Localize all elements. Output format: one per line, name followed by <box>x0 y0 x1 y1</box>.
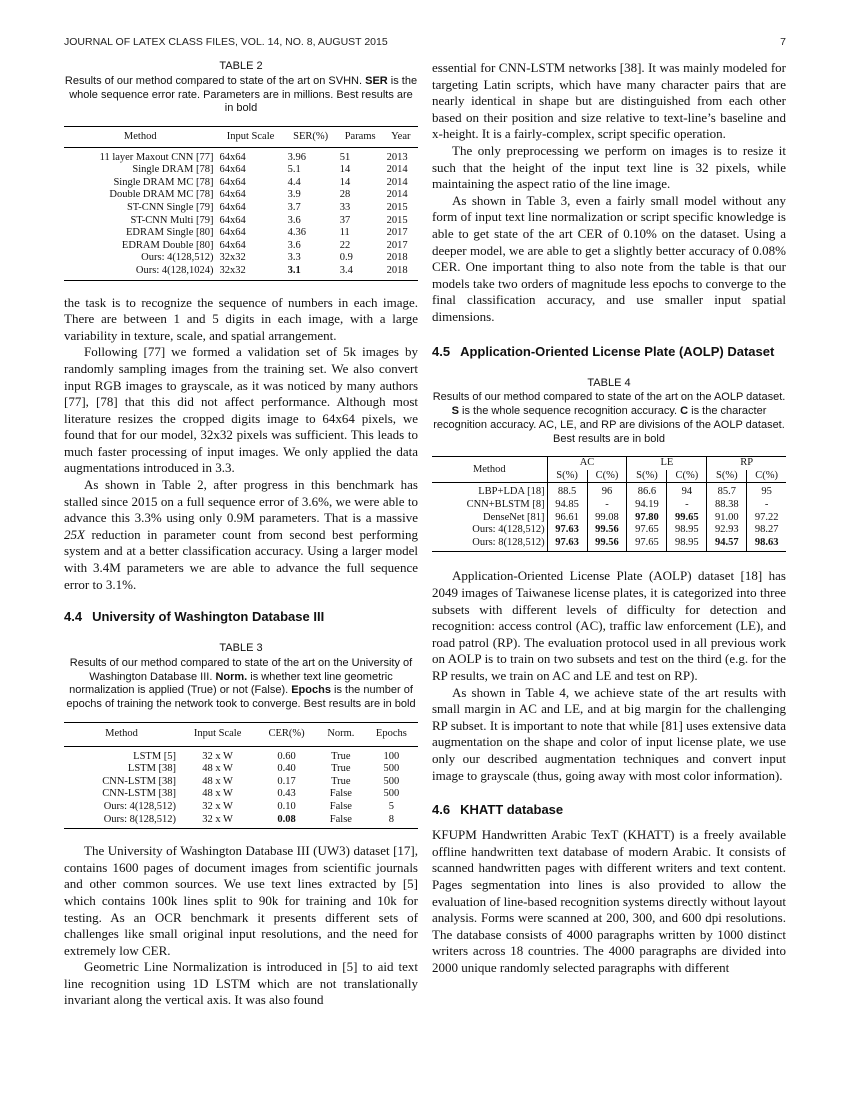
table-cell: 99.65 <box>667 512 707 525</box>
table-cell-method: Single DRAM MC [78] <box>113 176 214 188</box>
table-row <box>64 801 418 814</box>
table-cell: 11 <box>339 227 350 239</box>
table4-sub-header: S(%) <box>627 470 667 483</box>
table-row <box>432 537 786 552</box>
table2-caption-text: Results of our method compared to state of the art on SVHN. <box>64 74 366 87</box>
table3-caption-text-2: is whether text line geometric normalization is applied (True) or not (False). <box>69 670 393 697</box>
table-cell-method: Double DRAM MC [78] <box>109 189 214 201</box>
table-cell: 3.96 <box>287 151 306 163</box>
table-cell: 500 <box>383 775 400 787</box>
table-cell: 97.63 <box>547 524 587 537</box>
table4-method-header: Method <box>432 457 547 483</box>
table-cell: - <box>587 499 627 512</box>
table-cell: 2018 <box>386 252 408 264</box>
table-cell: 28 <box>339 189 351 201</box>
table-cell: 37 <box>339 214 351 226</box>
right-column <box>432 60 786 976</box>
table4 <box>432 456 786 552</box>
table-cell: 97.65 <box>627 524 667 537</box>
table-cell: 3.3 <box>287 252 301 264</box>
table-cell: 3.4 <box>337 265 384 280</box>
table-row <box>432 524 786 537</box>
table-cell: 0.60 <box>277 750 296 762</box>
section-number: 4.5 <box>432 343 451 359</box>
table2-header: Year <box>384 127 418 148</box>
table-cell: 2014 <box>386 189 408 201</box>
table-cell-method: CNN-LSTM [38] <box>102 788 177 800</box>
table3-header: CER(%) <box>256 722 317 746</box>
table-cell-method: Ours: 8(128,512) <box>64 814 179 829</box>
paragraph: As shown in Table 3, even a fairly small model without any form of input text line normalization or script specific knowledge is able to get state of the art CER of 0.10% on the dataset. Using a deeper model, we are able to get a slightly better accuracy of 0.08% CER. One important thing to also note from the table is that our models take two orders of magnitude less epochs to converge to the final classification accuracy, and use smaller input spatial dimensions. <box>432 192 786 324</box>
section-title: KHATT database <box>460 802 564 818</box>
running-header <box>64 36 786 48</box>
table2-header: SER(%) <box>285 127 337 148</box>
table-cell: 32 x W <box>202 800 233 812</box>
table-cell-method: EDRAM Single [80] <box>126 227 214 239</box>
table-cell: 94.85 <box>547 499 587 512</box>
table-cell-method: 11 layer Maxout CNN [77] <box>99 151 214 163</box>
table-cell: 0.43 <box>277 788 296 800</box>
section-heading-4-5 <box>432 344 786 359</box>
table-cell: 2017 <box>386 227 408 239</box>
table-cell: 98.95 <box>667 537 707 552</box>
table-row <box>64 776 418 789</box>
page-number: 7 <box>780 36 786 48</box>
table-row <box>64 746 418 763</box>
table-cell: True <box>331 775 351 787</box>
table2-header: Input Scale <box>217 127 285 148</box>
table-cell: True <box>331 763 351 775</box>
table-cell: 94 <box>667 483 707 499</box>
table-cell: 48 x W <box>202 775 233 787</box>
table4-caption <box>432 377 786 447</box>
table-cell-method: LBP+LDA [18] <box>478 486 545 498</box>
table2-header-row <box>64 127 418 148</box>
table4-group-header: AC <box>547 457 627 470</box>
table-cell: 88.5 <box>547 483 587 499</box>
table-cell: 2014 <box>386 176 408 188</box>
table-cell: 48 x W <box>202 788 233 800</box>
table-row <box>64 240 418 253</box>
table-cell-method: Ours: 4(128,1024) <box>64 265 217 280</box>
table-cell: 5 <box>388 800 394 812</box>
table-cell: 4.4 <box>287 176 301 188</box>
table-cell: 32x32 <box>217 265 285 280</box>
table-cell: 3.1 <box>285 265 337 280</box>
table-cell-method: LSTM [38] <box>127 763 177 775</box>
table-cell: 64x64 <box>219 227 246 239</box>
table-cell: 64x64 <box>219 176 246 188</box>
table-cell: 64x64 <box>219 189 246 201</box>
table-cell: 14 <box>339 176 351 188</box>
paragraph: essential for CNN-LSTM networks [38]. It was mainly modeled for targeting Latin scripts, which have many character pairs that are nearly identical in shape but are distinguished from each other based on their position and size relative to text-line’s baseline and x-height. It is a fairly-complex, script specific operation. <box>432 60 786 142</box>
table-cell: 2013 <box>386 151 408 163</box>
table-cell: 64x64 <box>219 151 246 163</box>
table-cell: 0.08 <box>256 814 317 829</box>
table-cell: 0.40 <box>277 763 296 775</box>
table-cell-method: ST-CNN Single [79] <box>126 201 214 213</box>
paragraph: KFUPM Handwritten Arabic TexT (KHATT) is a freely available offline handwritten text database of modern Arabic. It consists of scanned handwritten pages with different writers and text content. Pages segmentation into lines is also provided to allow the evaluation of line-based recognition systems directly without layout analysis. Forms were scanned at 200, 300, and 600 dpi resolutions. The database consists of 4000 paragraphs written by 1000 distinct writers across 18 countries. The 4000 paragraphs are divided into 2000 unique randomly selected paragraphs with different <box>432 827 786 975</box>
table-cell: 0.10 <box>277 800 296 812</box>
table-cell: 94.19 <box>627 499 667 512</box>
table-cell-method: Ours: 4(128,512) <box>141 252 214 264</box>
table-cell: 48 x W <box>202 763 233 775</box>
table-cell: 88.38 <box>707 499 747 512</box>
table3-caption-bold-2: Epochs <box>291 684 331 697</box>
table-cell: 96 <box>587 483 627 499</box>
table-cell: 2015 <box>386 201 408 213</box>
table-row <box>64 814 418 829</box>
table-row <box>64 202 418 215</box>
table3-header: Input Scale <box>179 722 256 746</box>
table-cell-method: DenseNet [81] <box>483 511 545 523</box>
table-row <box>64 227 418 240</box>
table-cell: 91.00 <box>707 512 747 525</box>
table-cell: 86.6 <box>627 483 667 499</box>
table4-caption-text-2: is the whole sequence recognition accuracy. <box>458 405 681 417</box>
paragraph-text: reduction in parameter count from second best performing system and at a better classification accuracy. Using a larger model with 3.4M parameters we are able to advance the full sequence error to 3.1%. <box>64 526 418 592</box>
paragraph: the task is to recognize the sequence of numbers in each image. There are between 1 and 5 digits in each image, with a large variability in texture, scale, and spatial arrangement. <box>64 294 418 343</box>
section-number: 4.6 <box>432 802 451 818</box>
table-cell: True <box>331 750 351 762</box>
table3-header: Method <box>64 722 179 746</box>
table-cell: 4.36 <box>287 227 306 239</box>
paragraph: As shown in Table 4, we achieve state of the art results with small margin in AC and LE, and at big margin for the challenging RP subset. It is important to note that while [81] uses extensive data augmentation on the shape and color of input license plate, we use only our described augmentation techniques and convert input image to grayscale (thus, going away with most color information). <box>432 684 786 783</box>
table-cell: False <box>329 800 352 812</box>
table-cell: 97.65 <box>627 537 667 552</box>
table-cell: 2018 <box>384 265 418 280</box>
table3-caption-bold: Norm. <box>215 670 248 683</box>
table-cell: 2015 <box>386 214 408 226</box>
table4-caption-text: Results of our method compared to state of the art on the AOLP dataset. <box>432 391 786 404</box>
table-cell: 100 <box>383 750 400 762</box>
table-cell: 32 x W <box>202 750 233 762</box>
table-cell: 3.6 <box>287 239 301 251</box>
journal-name: JOURNAL OF LATEX CLASS FILES, VOL. 14, NO. 8, AUGUST 2015 <box>64 36 388 48</box>
table-cell: 8 <box>365 814 418 829</box>
table4-number: TABLE 4 <box>587 376 631 389</box>
table3-caption-text: Results of our method compared to state of the art on the University of Washington Database III. <box>69 656 413 683</box>
table-cell: 99.56 <box>587 537 627 552</box>
table-row <box>432 499 786 512</box>
table-cell: - <box>747 499 786 512</box>
table-cell: 0.17 <box>277 775 296 787</box>
paragraph <box>64 477 418 593</box>
table-cell-method: LSTM [5] <box>133 750 177 762</box>
table-cell: 2014 <box>386 164 408 176</box>
table3-number: TABLE 3 <box>219 642 263 655</box>
section-title: Application-Oriented License Plate (AOLP) Dataset <box>460 343 775 359</box>
table3-caption-text-3: is the number of epochs of training the network took to converge. Best results are in bold <box>66 684 416 711</box>
table-cell: 64x64 <box>219 164 246 176</box>
table-cell: 92.93 <box>707 524 747 537</box>
table4-group-header-row <box>432 457 786 470</box>
table2-header: Method <box>64 127 217 148</box>
table-cell: 99.56 <box>587 524 627 537</box>
table-cell: 14 <box>339 164 351 176</box>
table2-header: Params <box>337 127 384 148</box>
table2-caption-text-2: is the whole sequence error rate. Parameters are in millions. Best results are in bold <box>69 74 418 115</box>
table-cell: 99.08 <box>587 512 627 525</box>
table-row <box>64 788 418 801</box>
table-cell: 98.63 <box>747 537 786 552</box>
table-cell: 500 <box>383 763 400 775</box>
table-cell: 5.1 <box>287 164 301 176</box>
table-row <box>64 252 418 265</box>
table-cell: 97.63 <box>547 537 587 552</box>
table-row <box>64 164 418 177</box>
paragraph: Application-Oriented License Plate (AOLP) dataset [18] has 2049 images of Taiwanese license plates, it is categorized into three subsets with different levels of difficulty for detection and recognition: access control (AC), traffic law enforcement (LE), and road patrol (RP). The evaluation protocol used in all previous work on AOLP is to train on two subsets and test on the third (e.g. for the RP results, we train on AC and LE and test on RP). <box>432 568 786 683</box>
table-row <box>64 147 418 164</box>
paragraph-text: As shown in Table 2, after progress in this benchmark has stalled since 2015 on a full sequence error of 3.6%, we were able to advance this 3.3% using only 0.9M parameters. That is a massive <box>64 477 418 526</box>
table-cell: 51 <box>339 151 351 163</box>
table-cell-method: Single DRAM [78] <box>132 164 214 176</box>
table-cell: 32 x W <box>179 814 256 829</box>
table-cell: 3.6 <box>287 214 301 226</box>
table2-number: TABLE 2 <box>219 60 263 72</box>
table-cell: 33 <box>339 201 351 213</box>
table-cell: 3.7 <box>287 201 301 213</box>
table-cell: - <box>667 499 707 512</box>
table-cell: 3.9 <box>287 189 301 201</box>
table-cell: 85.7 <box>707 483 747 499</box>
table4-group-header: RP <box>707 457 786 470</box>
paragraph: Following [77] we formed a validation set of 5k images by randomly sampling images from the training set. We also convert input RGB images to grayscale, as it was noticed by many authors [77], [78] that this did not affect performance. Although most literature resizes the cropped digits image to 64x64 pixels, we found that for our model, 32x32 pixels was sufficient. This leads to much faster processing of input images. We only applied the data augmentations introduced in 3.3. <box>64 344 418 476</box>
table4-sub-header: C(%) <box>667 470 707 483</box>
table-cell: 95 <box>747 483 786 499</box>
table-cell: 97.22 <box>747 512 786 525</box>
paragraph: The University of Washington Database III (UW3) dataset [17], contains 1600 pages of document images from scientific journals and other common sources. We use text lines extracted by [5] which contains 100k lines split to 90k for training and 10k for testing. As an OCR benchmark it presents different sets of challenges like small original input resolutions, and the need for extremely low CER. <box>64 843 418 958</box>
table-row <box>64 177 418 190</box>
table-cell-method: CNN+BLSTM [8] <box>466 499 545 511</box>
table4-caption-bold-2: C <box>680 405 689 417</box>
table3 <box>64 722 418 829</box>
table-cell: 22 <box>339 239 351 251</box>
math-inline: 25X <box>64 526 85 542</box>
section-heading-4-6 <box>432 802 786 817</box>
table-cell: 64x64 <box>219 201 246 213</box>
section-title: University of Washington Database III <box>92 609 325 625</box>
table-cell: False <box>317 814 365 829</box>
table-row <box>64 189 418 202</box>
table4-caption-text-3: is the character recognition accuracy. AC, LE, and RP are divisions of the AOLP dataset. Best results are in bold <box>433 405 785 445</box>
table-cell-method: CNN-LSTM [38] <box>102 775 177 787</box>
table-cell: 2017 <box>386 239 408 251</box>
paragraph: Geometric Line Normalization is introduced in [5] to aid text line recognition using 1D LSTM which are not translationally invariant along the vertical axis. It was also found <box>64 959 418 1008</box>
table-row <box>432 483 786 499</box>
table2-caption-bold: SER <box>365 74 388 87</box>
table-cell-method: EDRAM Double [80] <box>121 239 214 251</box>
table-row <box>64 215 418 228</box>
table-cell: 64x64 <box>219 239 246 251</box>
table-cell: 500 <box>383 788 400 800</box>
section-heading-4-4 <box>64 609 418 624</box>
table4-caption-bold: S <box>451 405 459 417</box>
table-cell-method: ST-CNN Multi [79] <box>130 214 214 226</box>
table-cell: 94.57 <box>707 537 747 552</box>
table-cell: False <box>329 788 352 800</box>
table2-caption <box>64 60 418 116</box>
table3-caption <box>64 642 418 712</box>
table4-sub-header: S(%) <box>707 470 747 483</box>
table4-sub-header: S(%) <box>547 470 587 483</box>
table-cell: 97.80 <box>627 512 667 525</box>
table-cell: 64x64 <box>219 214 246 226</box>
table-cell: 32x32 <box>219 252 246 264</box>
table3-header-row <box>64 722 418 746</box>
table-row <box>64 265 418 280</box>
table-cell: 0.9 <box>339 252 353 264</box>
table4-sub-header: C(%) <box>747 470 786 483</box>
table-cell-method: Ours: 8(128,512) <box>432 537 547 552</box>
table2 <box>64 126 418 281</box>
table-cell: 96.61 <box>547 512 587 525</box>
table4-group-header: LE <box>627 457 707 470</box>
left-column <box>64 60 418 1009</box>
table3-header: Norm. <box>317 722 365 746</box>
table-cell: 98.27 <box>747 524 786 537</box>
table-cell-method: Ours: 4(128,512) <box>472 524 545 536</box>
table-row <box>432 512 786 525</box>
table-cell-method: Ours: 4(128,512) <box>103 800 177 812</box>
paragraph: The only preprocessing we perform on images is to resize it such that the height of the input text line is 32 pixels, while maintaining the aspect ratio of the line image. <box>432 142 786 192</box>
table3-header: Epochs <box>365 722 418 746</box>
table-row <box>64 763 418 776</box>
table-cell: 98.95 <box>667 524 707 537</box>
table4-sub-header: C(%) <box>587 470 627 483</box>
section-number: 4.4 <box>64 609 83 625</box>
